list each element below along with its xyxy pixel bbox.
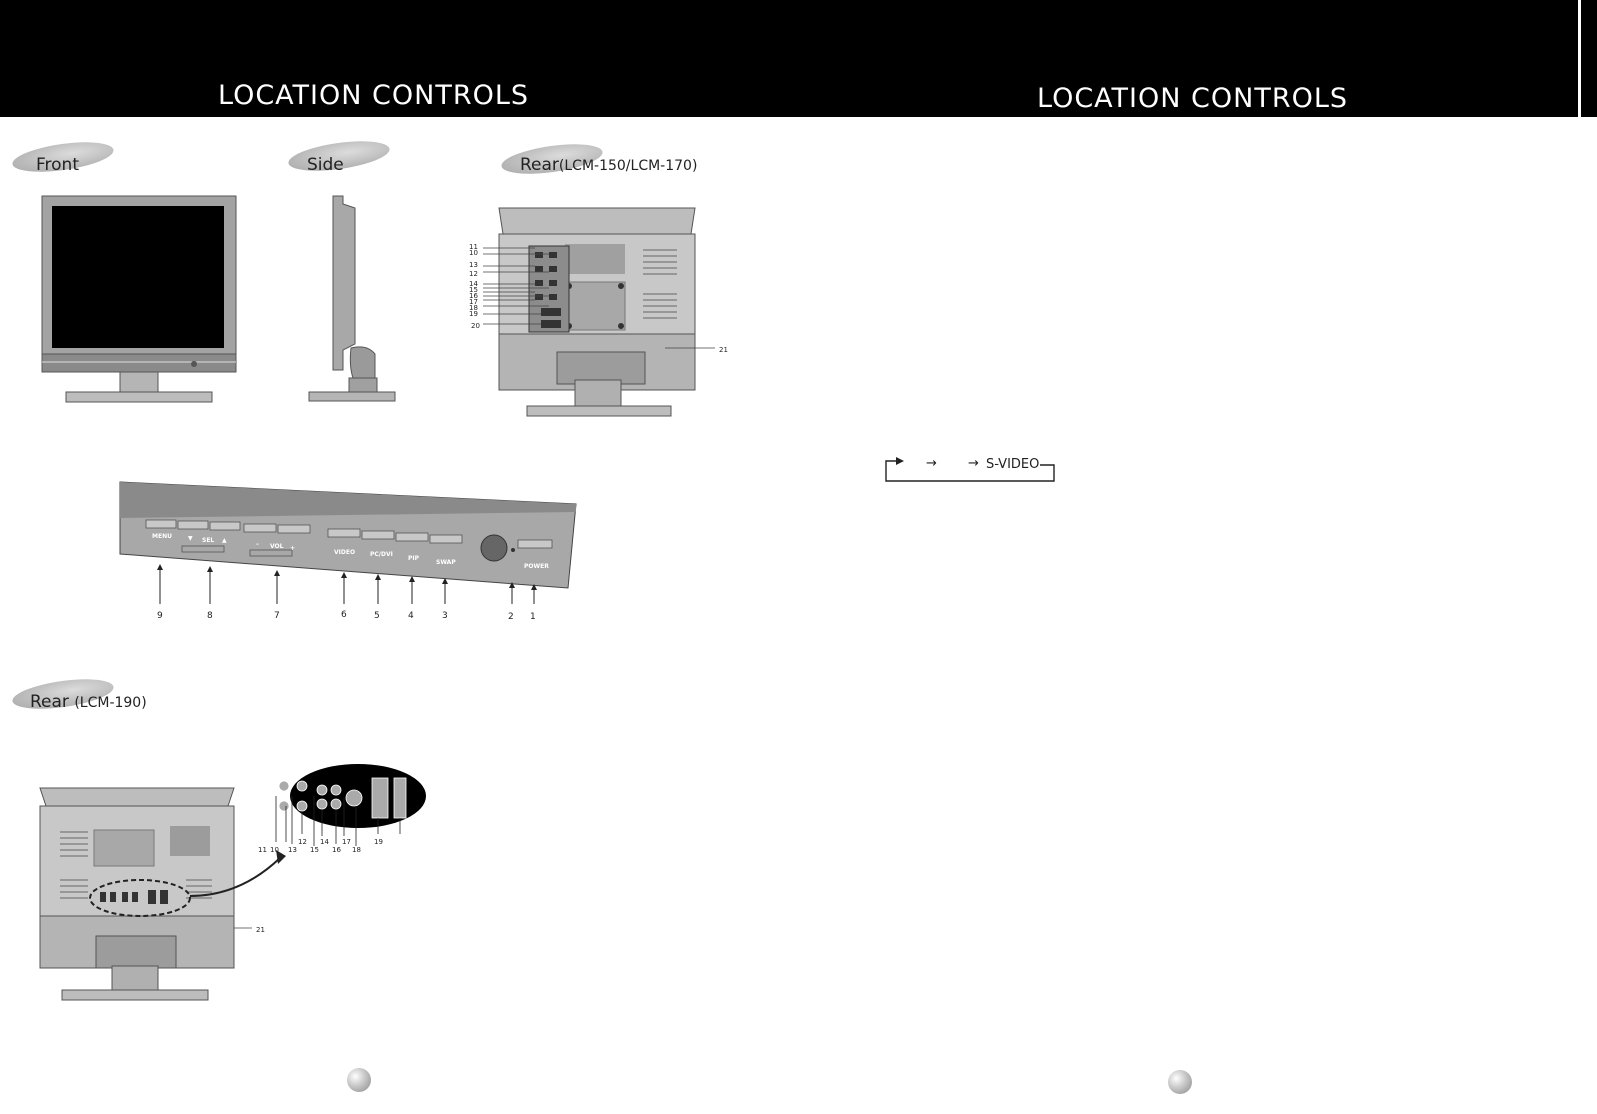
panel-pip-label: PIP (408, 555, 420, 562)
front-monitor-illustration (40, 194, 240, 406)
rear-150-illustration (465, 204, 740, 420)
rear-150-callout-16: 16 (469, 292, 478, 300)
rear-150-label-model: (LCM-150/LCM-170) (558, 158, 698, 174)
rear-190-callout-19: 19 (374, 838, 383, 846)
left-page-title: LOCATION CONTROLS (218, 80, 530, 111)
front-label: Front (36, 155, 79, 175)
rear-190-callout-15: 15 (310, 846, 319, 854)
rear-150-callout-20: 20 (471, 322, 480, 330)
rear-190-callout-14: 14 (320, 838, 329, 846)
panel-video-label: VIDEO (334, 549, 356, 556)
rear-150-callout-11: 11 (469, 243, 478, 251)
left-page-bullet (347, 1068, 371, 1092)
panel-power-label: POWER (524, 563, 549, 570)
input-cycle-diagram (884, 455, 1056, 483)
rear-150-callout-10: 10 (469, 249, 478, 257)
rear-190-callout-21: 21 (256, 926, 265, 934)
panel-pcdvi-label: PC/DVI (370, 551, 393, 558)
rear-190-label-model: (LCM-190) (74, 695, 147, 711)
panel-up-label: ▲ (222, 537, 227, 544)
panel-callout-8: 8 (207, 611, 213, 621)
rear-150-callout-15: 15 (469, 286, 478, 294)
panel-menu-label: MENU (152, 533, 172, 540)
flow-arrow-1: → (926, 456, 937, 471)
panel-callout-4: 4 (408, 611, 414, 621)
page-divider (1578, 0, 1581, 117)
panel-sel-label: SEL (202, 537, 215, 544)
panel-vol-label: VOL (270, 543, 284, 550)
flow-s-video-label: S-VIDEO (986, 457, 1040, 472)
rear-190-illustration (30, 746, 450, 1002)
rear-150-label (520, 155, 697, 175)
rear-150-label-main: Rear (520, 155, 559, 175)
rear-190-label-main: Rear (30, 692, 69, 712)
panel-callout-5: 5 (374, 611, 380, 621)
rear-190-label (30, 692, 147, 712)
rear-190-callout-12: 12 (298, 838, 307, 846)
rear-190-callout-13: 13 (288, 846, 297, 854)
flow-arrow-2: → (968, 456, 979, 471)
right-page-bullet (1168, 1070, 1192, 1094)
rear-150-callout-19: 19 (469, 310, 478, 318)
panel-callout-9: 9 (157, 611, 163, 621)
control-panel-illustration (110, 476, 590, 626)
panel-callout-6: 6 (341, 610, 347, 620)
rear-190-callout-16: 16 (332, 846, 341, 854)
right-page-title: LOCATION CONTROLS (1037, 83, 1349, 114)
panel-callout-1: 1 (530, 612, 536, 622)
panel-swap-label: SWAP (436, 559, 456, 566)
panel-minus-label: – (256, 541, 259, 548)
side-label: Side (307, 155, 344, 175)
rear-150-callout-12: 12 (469, 270, 478, 278)
rear-150-callout-17: 17 (469, 298, 478, 306)
rear-190-callout-18: 18 (352, 846, 361, 854)
flow-arrow-head-icon (896, 457, 904, 465)
panel-callout-3: 3 (442, 611, 448, 621)
side-monitor-illustration (305, 194, 400, 406)
rear-190-callout-10: 10 (270, 846, 279, 854)
panel-plus-label: + (290, 545, 296, 552)
rear-150-callout-18: 18 (469, 304, 478, 312)
rear-190-callout-11: 11 (258, 846, 267, 854)
rear-150-callout-13: 13 (469, 261, 478, 269)
panel-callout-7: 7 (274, 611, 280, 621)
rear-150-callout-14: 14 (469, 280, 478, 288)
rear-150-callout-21: 21 (719, 346, 728, 354)
rear-190-callout-17: 17 (342, 838, 351, 846)
panel-callout-2: 2 (508, 612, 514, 622)
panel-down-label: ▼ (188, 535, 193, 542)
